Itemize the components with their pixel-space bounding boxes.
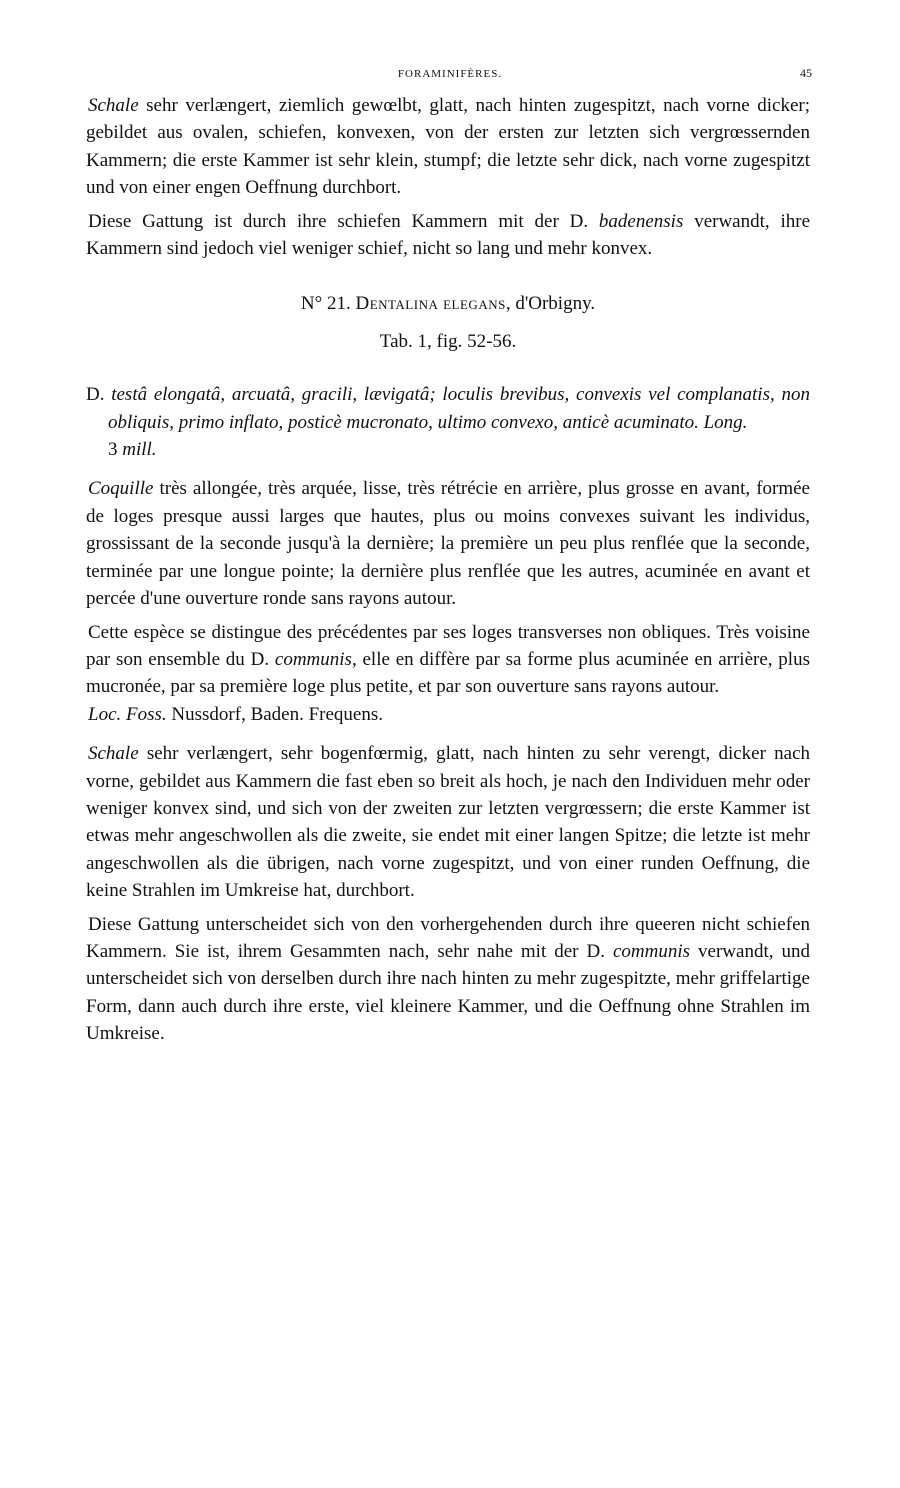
size-number: 3 <box>108 439 118 461</box>
size-unit: mill. <box>117 439 157 461</box>
species-name: communis <box>612 940 691 962</box>
locality-text: Nussdorf, Baden. Frequens. <box>166 703 384 725</box>
plate-reference: Tab. 1, fig. 52-56. <box>379 330 517 352</box>
paragraph-text-before: Diese Gattung ist durch ihre schiefen Kammern mit der D. <box>88 210 599 232</box>
lead-word: Schale <box>88 95 139 116</box>
paragraph-schale <box>86 740 810 904</box>
lead-word: Coquille <box>88 478 154 500</box>
species-number: N° 21. <box>300 293 356 315</box>
paragraph-locality <box>86 701 810 728</box>
species-name: badenensis <box>598 210 684 232</box>
paragraph-schale-previous <box>86 92 810 202</box>
running-head: FORAMINIFÈRES. <box>397 68 503 80</box>
locality-label: Loc. Foss. <box>88 703 167 725</box>
species-author: , d'Orbigny. <box>505 293 596 315</box>
genus-name: Dentalina <box>355 293 439 315</box>
page-number: 45 <box>800 66 812 80</box>
paragraph-text-after: , elle en diffère par sa forme plus acuminée en arrière, plus mucronée, par sa première loge plus petite, et par son ouverture sans rayons autour. <box>86 648 810 698</box>
paragraph-text: très allongée, très arquée, lisse, très rétrécie en arrière, plus grosse en avant, formée de loges presque aussi larges que hautes, plus ou moins convexes suivant les individus, grossissant de la seconde jusqu'à la dernière; la première un peu plus renflée que la seconde, terminée par une longue pointe; la dernière plus renflée que les autres, acuminée en avant et percée d'une ouverture ronde sans rayons autour. <box>86 478 810 610</box>
species-epithet: elegans <box>443 293 506 315</box>
paragraph-gattung <box>86 911 810 1048</box>
paragraph-text-after: verwandt, und unterscheidet sich von derselben durch ihre nach hinten zu mehr zugespitzte, mehr griffelartige Form, dann auch durch ihre erste, viel kleinere Kammer, und die Oeffnung ohne Strahlen im Umkreise. <box>86 940 810 1045</box>
paragraph-gattung-previous <box>86 208 810 263</box>
paragraph-text-after: verwandt, ihre Kammern sind jedoch viel weniger schief, nicht so lang und mehr konvex. <box>86 210 811 260</box>
paragraph-text-before: Cette espèce se distingue des précédentes par ses loges transverses non obliques. Très voisine par son ensemble du D. <box>86 621 810 670</box>
body-text <box>86 92 810 1048</box>
lead-word: Schale <box>88 743 139 765</box>
species-name: communis <box>274 648 352 670</box>
genus-abbreviation: D. <box>86 384 112 406</box>
paragraph-text: sehr verlængert, ziemlich gewœlbt, glatt, nach hinten zugespitzt, nach vorne dicker; gebildet aus ovalen, schiefen, konvexen, von der ersten zur letzten sich vergrœssernden Kammern; die erste Kammer ist sehr klein, stumpf; die letzte sehr dick, nach vorne zugespitzt und von einer engen Oeffnung durchbort. <box>86 95 810 199</box>
paragraph-text-before: Diese Gattung unterscheidet sich von den vorhergehenden durch ihre queeren nicht schiefen Kammern. Sie ist, ihrem Gesammten nach, sehr nahe mit der D. <box>86 913 810 962</box>
diagnosis-text: testâ elongatâ, arcuatâ, gracili, lævigatâ; loculis brevibus, convexis vel complanatis, non obliquis, primo inflato, posticè mucronato, ultimo convexo, anticè acuminato. Long. <box>108 384 810 433</box>
paragraph-coquille <box>86 475 810 612</box>
paragraph-espece <box>86 619 810 701</box>
paragraph-text: sehr verlængert, sehr bogenfœrmig, glatt, nach hinten zu sehr verengt, dicker nach vorne, gebildet aus Kammern die fast eben so breit als hoch, je nach den Individuen mehr oder weniger konvex sind, und sich von der zweiten zur letzten vergrœssern; die erste Kammer ist etwas mehr angeschwollen als die zweite, sie endet mit einer langen Spitze; die letzte ist mehr angeschwollen als die übrigen, nach vorne zugespitzt, und von einer runden Oeffnung, die keine Strahlen im Umkreise hat, durchbort. <box>86 743 810 902</box>
species-heading <box>86 290 810 317</box>
latin-diagnosis <box>86 381 810 463</box>
